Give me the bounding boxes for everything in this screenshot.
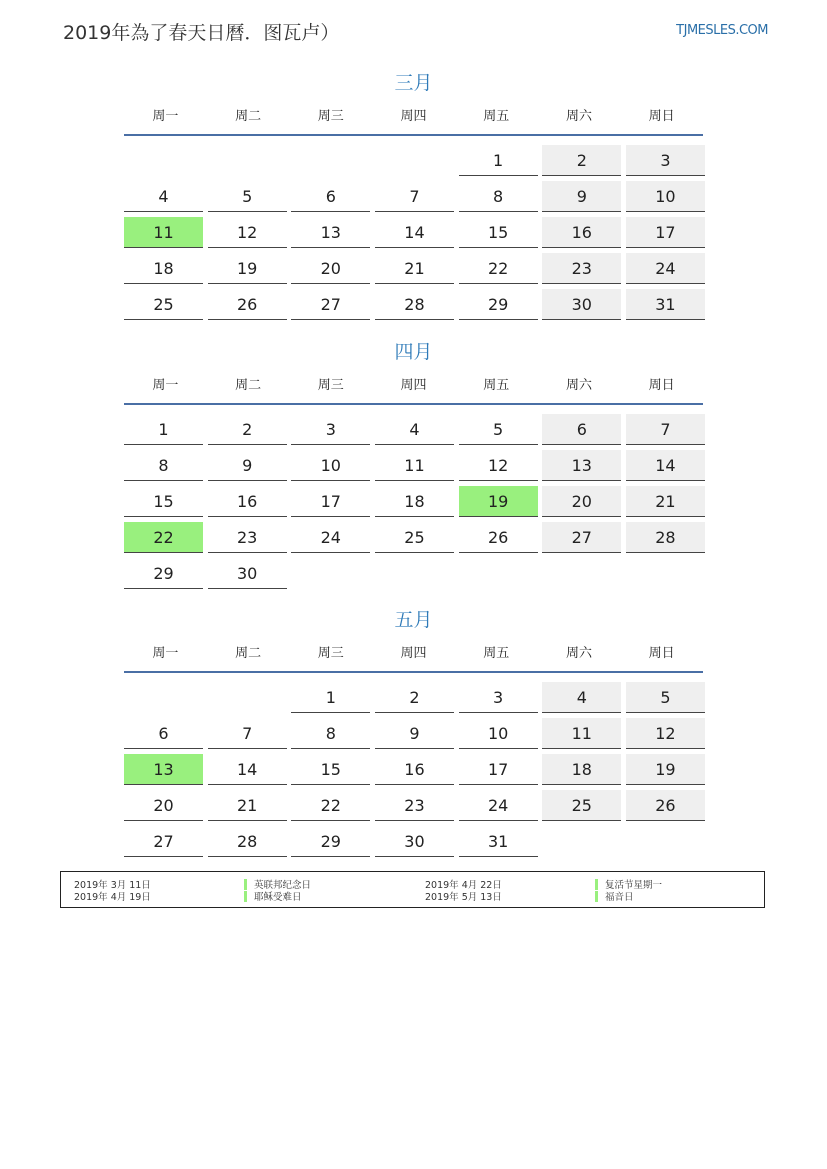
weekday-label: 周五 [483, 109, 510, 124]
day-cell: 9 [542, 181, 621, 212]
day-cell: 16 [542, 217, 621, 248]
weekday-label: 周日 [648, 646, 675, 661]
empty-cell [124, 682, 203, 713]
day-cell: 20 [542, 486, 621, 517]
day-cell: 24 [626, 253, 705, 284]
weekday-label: 周二 [235, 378, 262, 393]
month-title: 三月 [394, 72, 433, 94]
weekday-label: 周四 [400, 646, 427, 661]
empty-cell [124, 145, 203, 176]
day-cell: 4 [124, 181, 203, 212]
month-calendar [124, 70, 703, 320]
empty-cell [375, 145, 454, 176]
day-cell: 1 [124, 414, 203, 445]
day-cell: 10 [291, 450, 370, 481]
day-cell: 6 [542, 414, 621, 445]
day-cell: 26 [626, 790, 705, 821]
weekday-label: 周五 [483, 378, 510, 393]
day-cell: 9 [208, 450, 287, 481]
weekday-label: 周四 [400, 109, 427, 124]
day-cell: 6 [291, 181, 370, 212]
month-calendar [124, 607, 703, 857]
weekday-label: 周一 [152, 109, 179, 124]
day-cell: 23 [375, 790, 454, 821]
weekday-label: 周日 [648, 378, 675, 393]
day-cell: 20 [291, 253, 370, 284]
weekday-label: 周五 [483, 646, 510, 661]
legend-holiday-name: 复活节星期一 [605, 880, 663, 891]
day-cell: 21 [626, 486, 705, 517]
day-cell: 15 [291, 754, 370, 785]
day-cell: 25 [375, 522, 454, 553]
legend-item [74, 890, 302, 902]
day-cell: 26 [459, 522, 538, 553]
legend-date: 2019年 3月 11日 [74, 880, 151, 891]
legend-date: 2019年 4月 19日 [74, 892, 151, 903]
day-cell: 28 [375, 289, 454, 320]
legend-date: 2019年 5月 13日 [425, 892, 502, 903]
page-title: 2019年為了春天日曆．图瓦卢） [63, 22, 340, 44]
weekday-label: 周三 [317, 109, 344, 124]
day-cell: 4 [542, 682, 621, 713]
day-cell: 20 [124, 790, 203, 821]
day-cell: 27 [124, 826, 203, 857]
day-cell: 25 [542, 790, 621, 821]
day-cell: 18 [542, 754, 621, 785]
day-cell: 14 [208, 754, 287, 785]
day-cell: 7 [208, 718, 287, 749]
holiday-day-cell: 13 [124, 754, 203, 785]
day-cell: 2 [208, 414, 287, 445]
weekday-label: 周二 [235, 646, 262, 661]
weekday-label: 周日 [648, 109, 675, 124]
day-cell: 27 [291, 289, 370, 320]
holiday-day-cell: 11 [124, 217, 203, 248]
day-cell: 12 [626, 718, 705, 749]
day-cell: 2 [375, 682, 454, 713]
day-cell: 28 [208, 826, 287, 857]
day-grid [124, 140, 703, 320]
holiday-legend [60, 871, 765, 908]
day-cell: 15 [459, 217, 538, 248]
day-cell: 5 [626, 682, 705, 713]
day-cell: 10 [626, 181, 705, 212]
weekday-label: 周四 [400, 378, 427, 393]
day-cell: 7 [626, 414, 705, 445]
day-cell: 24 [291, 522, 370, 553]
day-cell: 11 [542, 718, 621, 749]
day-cell: 22 [291, 790, 370, 821]
weekday-label: 周一 [152, 378, 179, 393]
day-grid [124, 677, 703, 857]
day-grid [124, 409, 703, 589]
day-cell: 12 [208, 217, 287, 248]
day-cell: 3 [459, 682, 538, 713]
day-cell: 30 [208, 558, 287, 589]
day-cell: 1 [459, 145, 538, 176]
holiday-color-swatch [244, 891, 247, 902]
weekday-header [124, 641, 703, 673]
legend-holiday-name: 耶稣受难日 [254, 892, 302, 903]
empty-cell [291, 145, 370, 176]
month-title: 四月 [394, 341, 433, 363]
day-cell: 3 [291, 414, 370, 445]
day-cell: 21 [375, 253, 454, 284]
holiday-color-swatch [244, 879, 247, 890]
day-cell: 17 [291, 486, 370, 517]
weekday-label: 周三 [317, 646, 344, 661]
holiday-day-cell: 22 [124, 522, 203, 553]
day-cell: 14 [375, 217, 454, 248]
legend-holiday-name: 英联邦纪念日 [254, 880, 312, 891]
day-cell: 19 [208, 253, 287, 284]
day-cell: 5 [208, 181, 287, 212]
day-cell: 4 [375, 414, 454, 445]
day-cell: 13 [542, 450, 621, 481]
day-cell: 21 [208, 790, 287, 821]
legend-date: 2019年 4月 22日 [425, 880, 502, 891]
empty-cell [208, 682, 287, 713]
legend-holiday-name: 福音日 [605, 892, 634, 903]
day-cell: 1 [291, 682, 370, 713]
day-cell: 29 [124, 558, 203, 589]
day-cell: 18 [375, 486, 454, 517]
weekday-label: 周六 [565, 109, 592, 124]
day-cell: 7 [375, 181, 454, 212]
day-cell: 2 [542, 145, 621, 176]
day-cell: 19 [626, 754, 705, 785]
weekday-label: 周六 [565, 378, 592, 393]
weekday-header [124, 104, 703, 136]
day-cell: 10 [459, 718, 538, 749]
day-cell: 22 [459, 253, 538, 284]
day-cell: 30 [375, 826, 454, 857]
month-title: 五月 [394, 609, 433, 631]
day-cell: 15 [124, 486, 203, 517]
day-cell: 8 [291, 718, 370, 749]
day-cell: 31 [459, 826, 538, 857]
day-cell: 5 [459, 414, 538, 445]
day-cell: 28 [626, 522, 705, 553]
legend-item [425, 890, 634, 902]
day-cell: 11 [375, 450, 454, 481]
day-cell: 13 [291, 217, 370, 248]
holiday-day-cell: 19 [459, 486, 538, 517]
day-cell: 18 [124, 253, 203, 284]
day-cell: 3 [626, 145, 705, 176]
day-cell: 30 [542, 289, 621, 320]
weekday-label: 周一 [152, 646, 179, 661]
weekday-label: 周六 [565, 646, 592, 661]
weekday-label: 周三 [317, 378, 344, 393]
day-cell: 9 [375, 718, 454, 749]
day-cell: 17 [459, 754, 538, 785]
day-cell: 6 [124, 718, 203, 749]
day-cell: 16 [208, 486, 287, 517]
day-cell: 29 [459, 289, 538, 320]
day-cell: 26 [208, 289, 287, 320]
day-cell: 16 [375, 754, 454, 785]
day-cell: 29 [291, 826, 370, 857]
day-cell: 24 [459, 790, 538, 821]
day-cell: 12 [459, 450, 538, 481]
site-link[interactable]: TJMESLES.COM [676, 23, 768, 38]
day-cell: 17 [626, 217, 705, 248]
day-cell: 31 [626, 289, 705, 320]
holiday-color-swatch [595, 891, 598, 902]
day-cell: 23 [208, 522, 287, 553]
day-cell: 23 [542, 253, 621, 284]
weekday-label: 周二 [235, 109, 262, 124]
empty-cell [208, 145, 287, 176]
month-calendar [124, 339, 703, 589]
day-cell: 8 [124, 450, 203, 481]
holiday-color-swatch [595, 879, 598, 890]
day-cell: 25 [124, 289, 203, 320]
day-cell: 8 [459, 181, 538, 212]
weekday-header [124, 373, 703, 405]
day-cell: 27 [542, 522, 621, 553]
day-cell: 14 [626, 450, 705, 481]
